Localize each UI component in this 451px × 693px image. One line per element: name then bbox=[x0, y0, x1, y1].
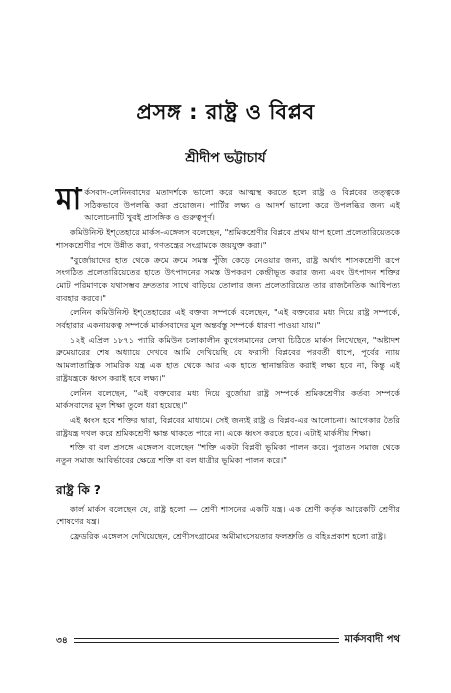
paragraph-1-text: র্কসবাদ-লেনিনবাদের মতাদর্শকে ভালো করে আত্মস্থ করতে হলে রাষ্ট্র ও বিপ্লবের তত্ত্বকে সঠিকভাবে উপলব্ধি করা প্রয়োজন। পার্টির লক্ষ্য ও আদর্শ ভালো করে উপলব্ধির জন্য এই আলোচনাটি খুবই প্রাসঙ্গিক ও গুরুত্বপূর্ণ। bbox=[84, 187, 400, 223]
paragraph-2: কমিউনিস্ট ইশ্‌তেহারে মার্কস-এঙ্গেলস বলেছেন, "শ্রমিকশ্রেণীর বিপ্লবে প্রথম ধাপ হলো প্রলেতারিয়েতকে শাসকশ্রেণীর পদে উন্নীত করা, গণতন্ত্রের সংগ্রামকে জয়যুক্ত করা।" bbox=[56, 227, 400, 250]
section-heading: রাষ্ট্র কি ? bbox=[56, 482, 101, 497]
article-body bbox=[56, 182, 400, 545]
paragraph-5: ১২ই এপ্রিল ১৮৭১ প্যারি কমিউন চলাকালীন কুগেলমানের লেখা চিঠিতে মার্কস লিখেছেন, "অষ্টাদশ ব্রুমেয়ারের শেষ অধ্যায়ে দেখবে আমি দেখিয়েছি যে ফরাসী বিপ্লবের পরবর্তী ধাপে, পূর্বের ন্যায় আমলাতান্ত্রিক সামরিক যন্ত্র এক হাত থেকে আর এক হাতে স্থানান্তরিত করাই লক্ষ্য হবে না, কিন্তু এই রাষ্ট্রযন্ত্রকে ধ্বংস করাই হবে লক্ষ্য।" bbox=[56, 334, 400, 383]
paragraph-8: শক্তি বা বল প্রসঙ্গে এঙ্গেলস বলেছেন "শক্তি একটা বিপ্লবী ভূমিকা পালন করে। পুরাতন সমাজ থেকে নতুন সমাজ আবির্ভাবের ক্ষেত্রে শক্তি বা বল ধাত্রীর ভূমিকা পালন করে।" bbox=[56, 442, 400, 466]
paragraph-9: কার্ল মার্কস বলেছেন যে, রাষ্ট্র হলো — শ্রেণী শাসনের একটি যন্ত্র। এক শ্রেণী কর্তৃক আরেকটি শ্রেণীর শোষণের যন্ত্র। bbox=[56, 503, 400, 527]
paragraph-4: লেনিন কমিউনিস্ট ইশ্‌তেহারের এই বক্তব্য সম্পর্কে বলেছেন, "এই বক্তব্যের মধ্য দিয়ে রাষ্ট্র সম্পর্কে, সর্বহারার একনায়কত্ব সম্পর্কে মার্কসবাদের মূল অন্তর্বস্তু সম্পর্কে ধারণা পাওয়া যায়।" bbox=[56, 307, 400, 331]
article-title: প্রসঙ্গ : রাষ্ট্র ও বিপ্লব bbox=[136, 100, 315, 124]
footer-rule bbox=[74, 638, 339, 643]
page-number: ৩৪ bbox=[56, 636, 68, 646]
drop-cap: মা bbox=[56, 182, 82, 217]
paragraph-3: "বুর্জোয়াদের হাত থেকে ক্রমে ক্রমে সমস্ত পুঁজি কেড়ে নেওয়ার জন্য, রাষ্ট্র অর্থাৎ শাসকশ্রেণী রূপে সংগঠিত প্রলেতারিয়েতের হাতে উৎপাদনের সমস্ত উপকরণ কেন্দ্রীভূত করার জন্য এবং উৎপাদন শক্তির মোট পরিমাণকে যথাসম্ভব দ্রুততার সাথে বাড়িয়ে তোলার জন্য প্রলেতারিয়েত তার রাজনৈতিক আধিপত্য ব্যবহার করবে।" bbox=[56, 254, 400, 303]
paragraph-6: লেনিন বলেছেন, "এই বক্তব্যের মধ্য দিয়ে বুর্জোয়া রাষ্ট্র সম্পর্কে শ্রমিকশ্রেণীর কর্তব্য সম্পর্কে মার্কসবাদের মূল শিক্ষা তুলে ধরা হয়েছে।" bbox=[56, 387, 400, 411]
paragraph-1 bbox=[56, 182, 400, 224]
paragraph-10: ফ্রেডরিক এঙ্গেলস দেখিয়েছেন, শ্রেণীসংগ্রামের অমীমাংসেয়তার ফলশ্রুতি ও বহিঃপ্রকাশ হলো রাষ্ট্র। bbox=[70, 531, 387, 542]
author-name: শ্রীদীপ ভট্টাচার্য bbox=[185, 150, 266, 166]
page-footer bbox=[56, 632, 400, 649]
paragraph-7: এই ধ্বংস হবে শক্তির দ্বারা, বিপ্লবের মাধ্যমে। সেই জন্যই রাষ্ট্র ও বিপ্লব-এর আলোচনা। আগেকার তৈরি রাষ্ট্রযন্ত্র দখল করে শ্রমিকশ্রেণী ক্ষান্ত থাকতে পারে না। একে ধ্বংস করতে হবে। এটাই মার্কসীয় শিক্ষা। bbox=[56, 414, 400, 438]
publication-name: মার্কসবাদী পথ bbox=[344, 634, 400, 645]
